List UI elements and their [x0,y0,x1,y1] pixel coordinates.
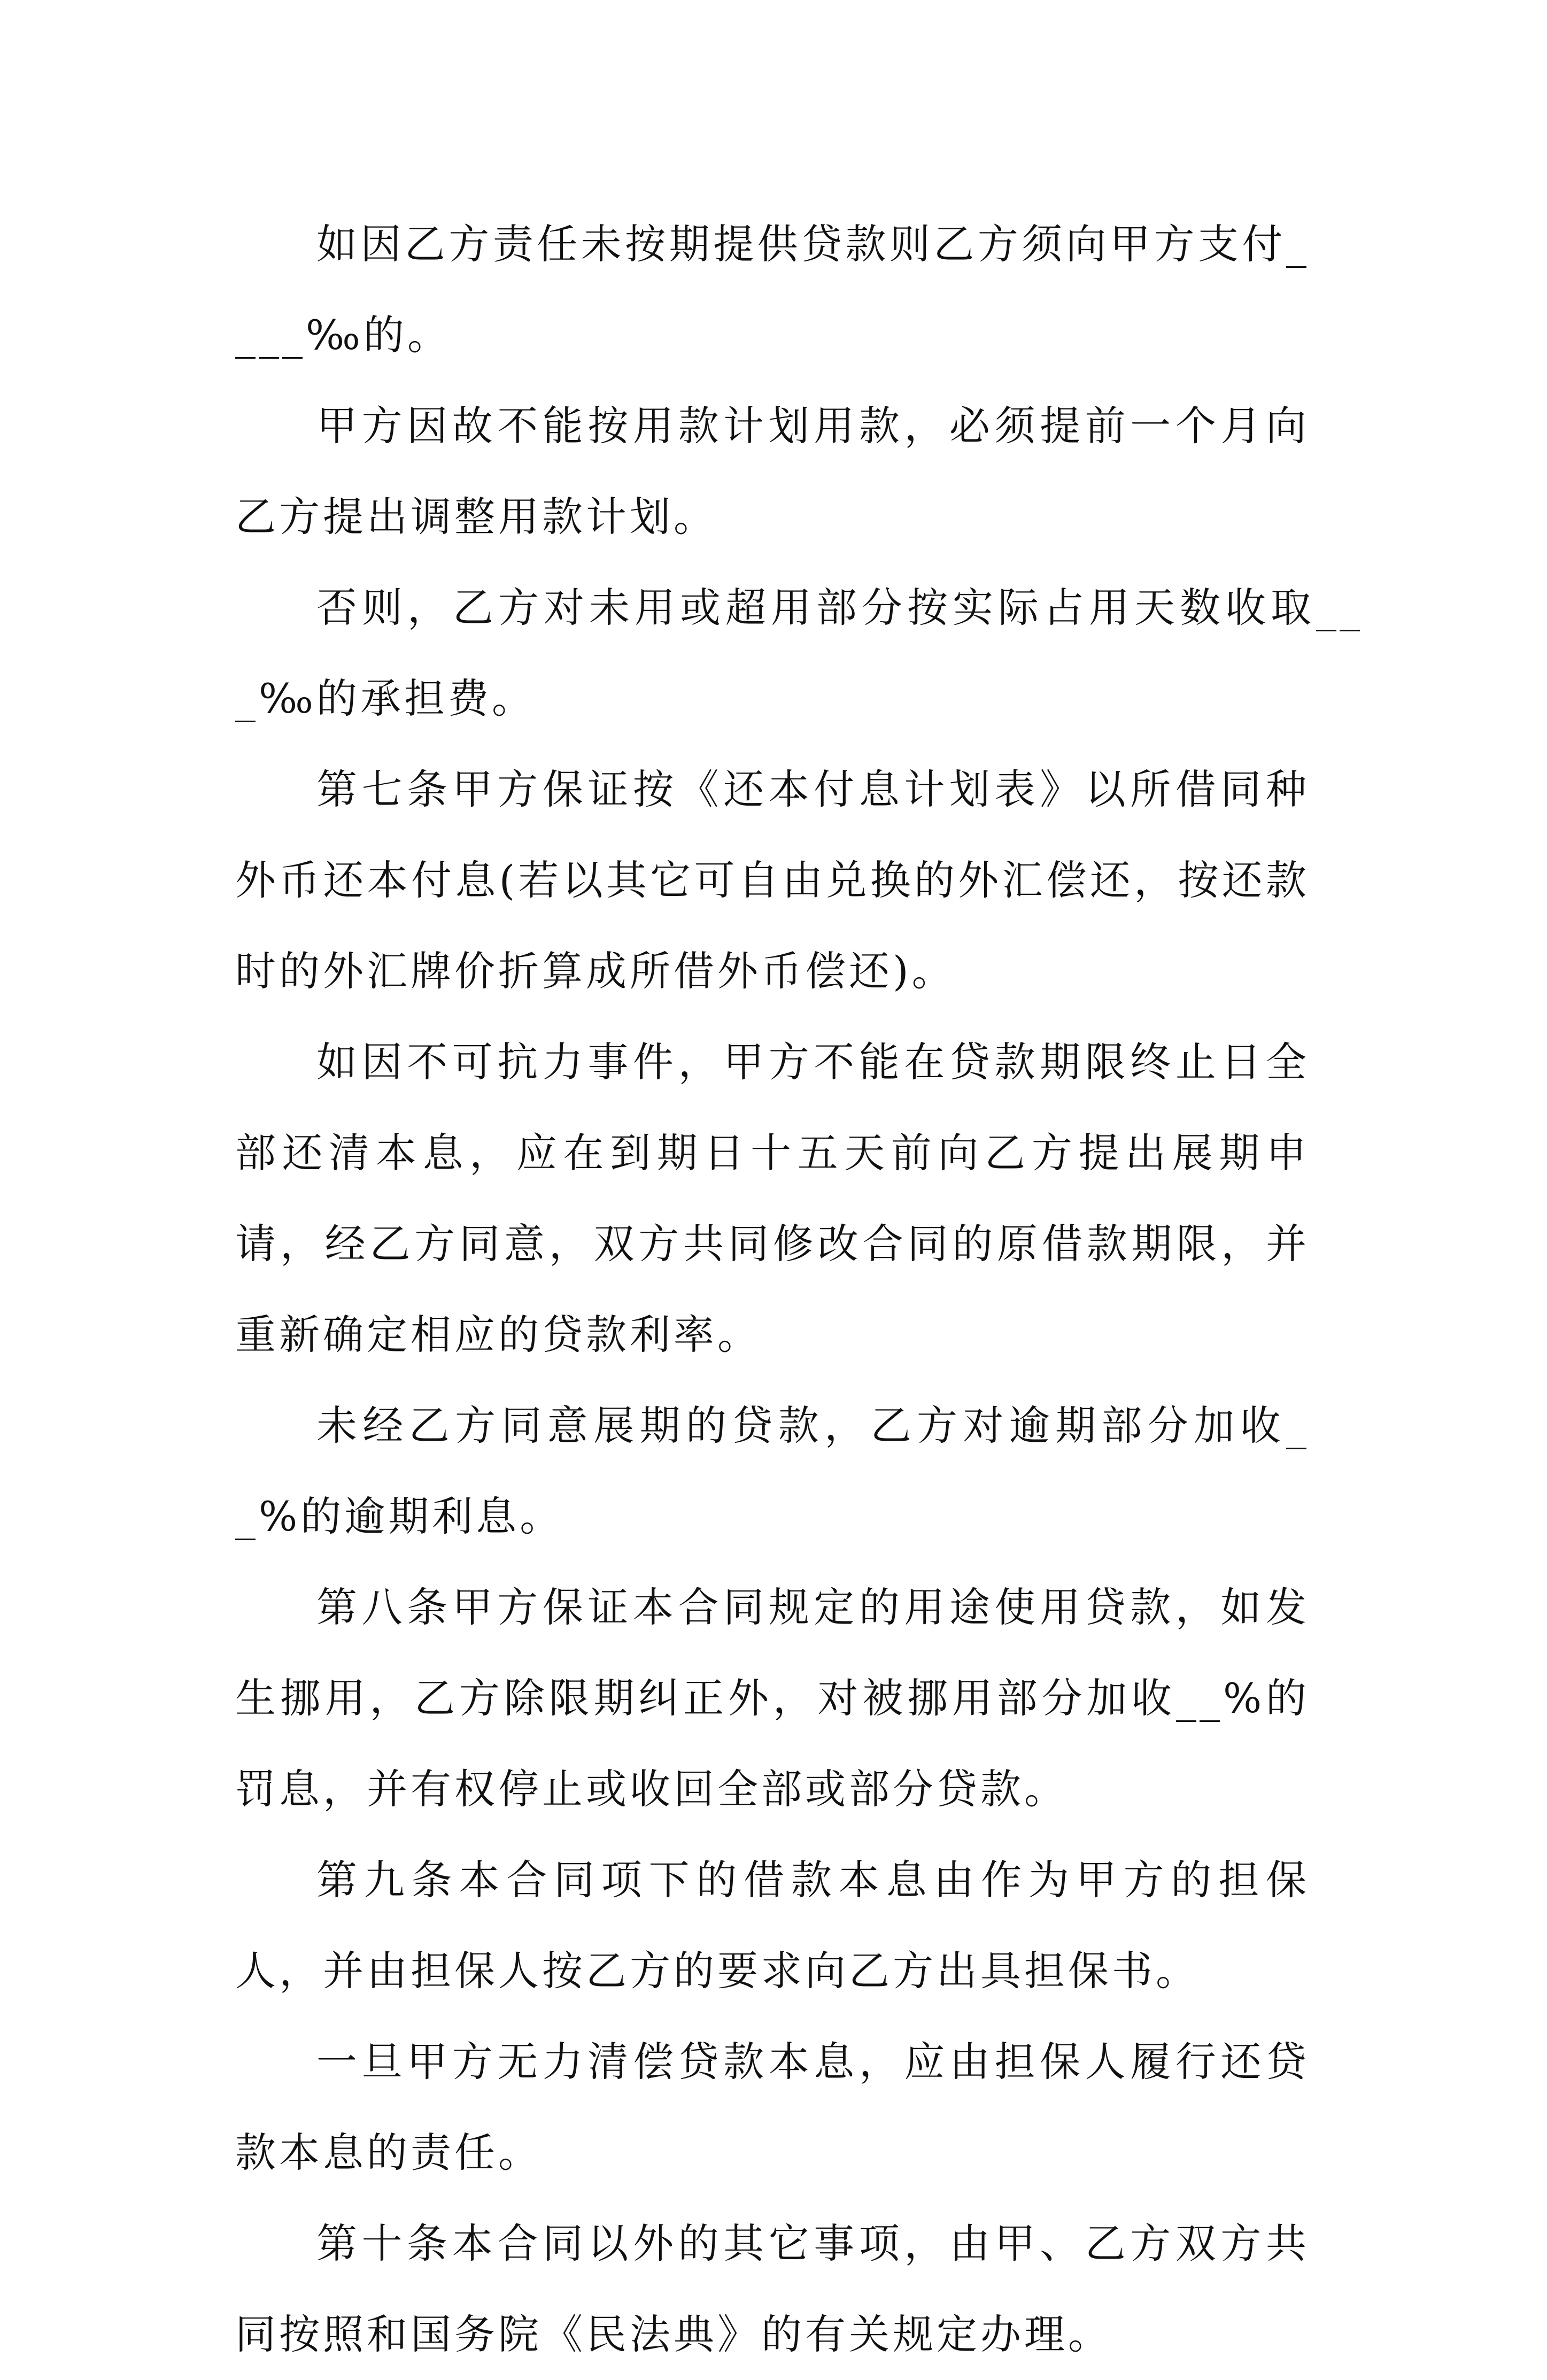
paragraph-commitment-fee: 否则，乙方对未用或超用部分按实际占用天数收取___‰的承担费。 [235,584,1363,722]
paragraph-article-8: 第八条甲方保证本合同规定的用途使用贷款，如发生挪用，乙方除限期纠正外，对被挪用部分加收__%的罚息，并有权停止或收回全部或部分贷款。 [235,1583,1310,1813]
document-body [235,199,1363,2380]
paragraph-loan-delay-penalty: 如因乙方责任未按期提供贷款则乙方须向甲方支付____‰的。 [235,220,1310,359]
paragraph-adjust-plan: 甲方因故不能按用款计划用款，必须提前一个月向乙方提出调整用款计划。 [235,402,1310,540]
paragraph-article-7: 第七条甲方保证按《还本付息计划表》以所借同种外币还本付息(若以其它可自由兑换的外汇偿还，按还款时的外汇牌价折算成所借外币偿还)。 [235,766,1310,995]
paragraph-overdue-interest: 未经乙方同意展期的贷款，乙方对逾期部分加收__%的逾期利息。 [235,1402,1310,1540]
paragraph-force-majeure: 如因不可抗力事件，甲方不能在贷款期限终止日全部还清本息，应在到期日十五天前向乙方提出展期申请，经乙方同意，双方共同修改合同的原借款期限，并重新确定相应的贷款利率。 [235,1038,1310,1358]
paragraph-article-10: 第十条本合同以外的其它事项，由甲、乙方双方共同按照和国务院《民法典》的有关规定办理。 [235,2220,1310,2358]
paragraph-article-9: 第九条本合同项下的借款本息由作为甲方的担保人，并由担保人按乙方的要求向乙方出具担保书。 [235,1856,1310,1995]
paragraph-guarantor-liability: 一旦甲方无力清偿贷款本息，应由担保人履行还贷款本息的责任。 [235,2038,1310,2176]
